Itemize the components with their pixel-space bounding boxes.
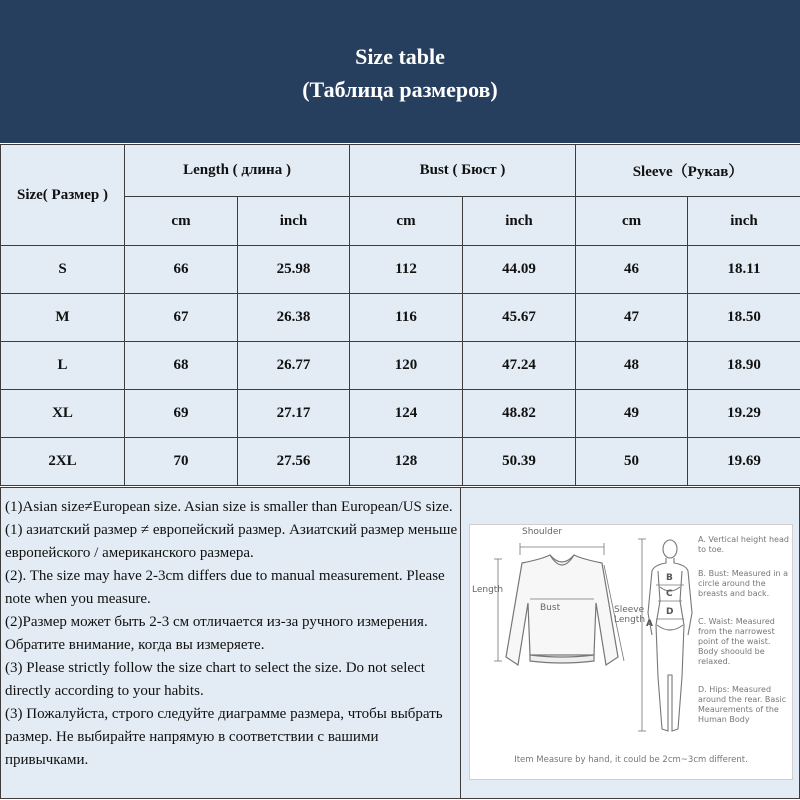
unit-header: cm xyxy=(576,197,688,246)
annotation-b xyxy=(698,569,790,599)
sleeve-group-header: Sleeve（Рукав） xyxy=(576,145,800,197)
table-cell: 26.38 xyxy=(238,294,350,342)
marker-b: B xyxy=(666,573,673,583)
table-cell: 67 xyxy=(125,294,238,342)
height-line xyxy=(638,539,646,731)
title-banner xyxy=(0,0,800,143)
unit-header: inch xyxy=(238,197,350,246)
note-1-en: (1)Asian size≠European size. Asian size is smaller than European/US size. xyxy=(5,499,453,515)
notes-panel xyxy=(0,487,461,799)
annotation-c: C. Waist: Measured from the narrowest point of the waist. Body shoould be relaxed. xyxy=(698,617,775,666)
measurement-diagram xyxy=(469,524,793,780)
annotation-a: A. Vertical height head to toe. xyxy=(698,535,789,554)
table-cell: 18.90 xyxy=(688,342,800,390)
bottom-section xyxy=(0,487,800,800)
note-1-ru: (1) азиатский размер ≠ европейский размер. Азиатский размер меньше европейского / американского размера. xyxy=(5,522,458,561)
table-cell: 48 xyxy=(576,342,688,390)
table-cell: 70 xyxy=(125,438,238,486)
sweater-drawing xyxy=(506,555,618,665)
table-cell: 69 xyxy=(125,390,238,438)
table-cell: 50.39 xyxy=(463,438,576,486)
table-cell: 50 xyxy=(576,438,688,486)
page-subtitle: (Таблица размеров) xyxy=(302,77,498,102)
sleeve-label: Sleeve xyxy=(614,605,645,615)
note-2-ru: (2)Размер может быть 2-3 см отличается из-за ручного измерения. Обратите внимание, когда вы измеряете. xyxy=(5,614,428,653)
unit-header: cm xyxy=(125,197,238,246)
table-cell: 49 xyxy=(576,390,688,438)
length-label: Length xyxy=(472,585,504,595)
table-cell: 66 xyxy=(125,246,238,294)
table-row xyxy=(1,390,800,438)
table-row xyxy=(1,246,800,294)
table-cell: 25.98 xyxy=(238,246,350,294)
table-cell: 68 xyxy=(125,342,238,390)
marker-d: D xyxy=(666,607,674,617)
marker-a: A xyxy=(646,619,653,629)
figure-caption: Item Measure by hand, it could be 2cm~3cm different. xyxy=(514,755,748,765)
size-column-header: Size( Размер ) xyxy=(1,145,125,246)
length-group-header: Length ( длина ) xyxy=(125,145,350,197)
marker-c: C xyxy=(666,589,673,599)
table-cell: 120 xyxy=(350,342,463,390)
measurement-figure-panel xyxy=(461,487,800,799)
size-label: S xyxy=(1,246,125,294)
table-cell: 19.69 xyxy=(688,438,800,486)
table-cell: 45.67 xyxy=(463,294,576,342)
table-cell: 112 xyxy=(350,246,463,294)
table-row xyxy=(1,438,800,486)
length-arrow xyxy=(494,559,502,661)
bust-label: Bust xyxy=(540,603,561,613)
table-cell: 48.82 xyxy=(463,390,576,438)
table-cell: 47 xyxy=(576,294,688,342)
table-cell: 44.09 xyxy=(463,246,576,294)
group-header-row xyxy=(1,145,800,197)
table-cell: 46 xyxy=(576,246,688,294)
human-body-drawing xyxy=(648,540,692,731)
size-label: XL xyxy=(1,390,125,438)
size-label: M xyxy=(1,294,125,342)
table-cell: 27.17 xyxy=(238,390,350,438)
annotation-d: D. Hips: Measured around the rear. Basic Meaurements of the Human Body xyxy=(698,685,787,724)
table-cell: 47.24 xyxy=(463,342,576,390)
annotation-b-body: Measured in a circle around the breasts and back. xyxy=(698,569,789,598)
table-cell: 116 xyxy=(350,294,463,342)
sleeve-length-label: Length xyxy=(614,615,646,625)
table-cell: 26.77 xyxy=(238,342,350,390)
unit-header: cm xyxy=(350,197,463,246)
unit-header: inch xyxy=(463,197,576,246)
note-3-en: (3) Please strictly follow the size chart to select the size. Do not select directly according to your habits. xyxy=(5,660,425,699)
table-cell: 18.50 xyxy=(688,294,800,342)
page-title: Size table xyxy=(355,44,445,69)
shoulder-label: Shoulder xyxy=(522,527,563,537)
table-cell: 124 xyxy=(350,390,463,438)
bust-group-header: Bust ( Бюст ) xyxy=(350,145,576,197)
table-cell: 128 xyxy=(350,438,463,486)
unit-header: inch xyxy=(688,197,800,246)
table-cell: 18.11 xyxy=(688,246,800,294)
table-row xyxy=(1,294,800,342)
table-cell: 27.56 xyxy=(238,438,350,486)
size-label: L xyxy=(1,342,125,390)
note-2-en: (2). The size may have 2-3cm differs due to manual measurement. Please note when you measure. xyxy=(5,568,445,607)
size-label: 2XL xyxy=(1,438,125,486)
table-cell: 19.29 xyxy=(688,390,800,438)
annotation-b-head: B. Bust: xyxy=(698,569,730,578)
table-row xyxy=(1,342,800,390)
shoulder-arrow xyxy=(520,543,604,555)
note-3-ru: (3) Пожалуйста, строго следуйте диаграмме размера, чтобы выбрать размер. Не выбирайте напрямую в соответствии с вашими привычками. xyxy=(5,706,443,768)
size-table xyxy=(0,144,800,486)
